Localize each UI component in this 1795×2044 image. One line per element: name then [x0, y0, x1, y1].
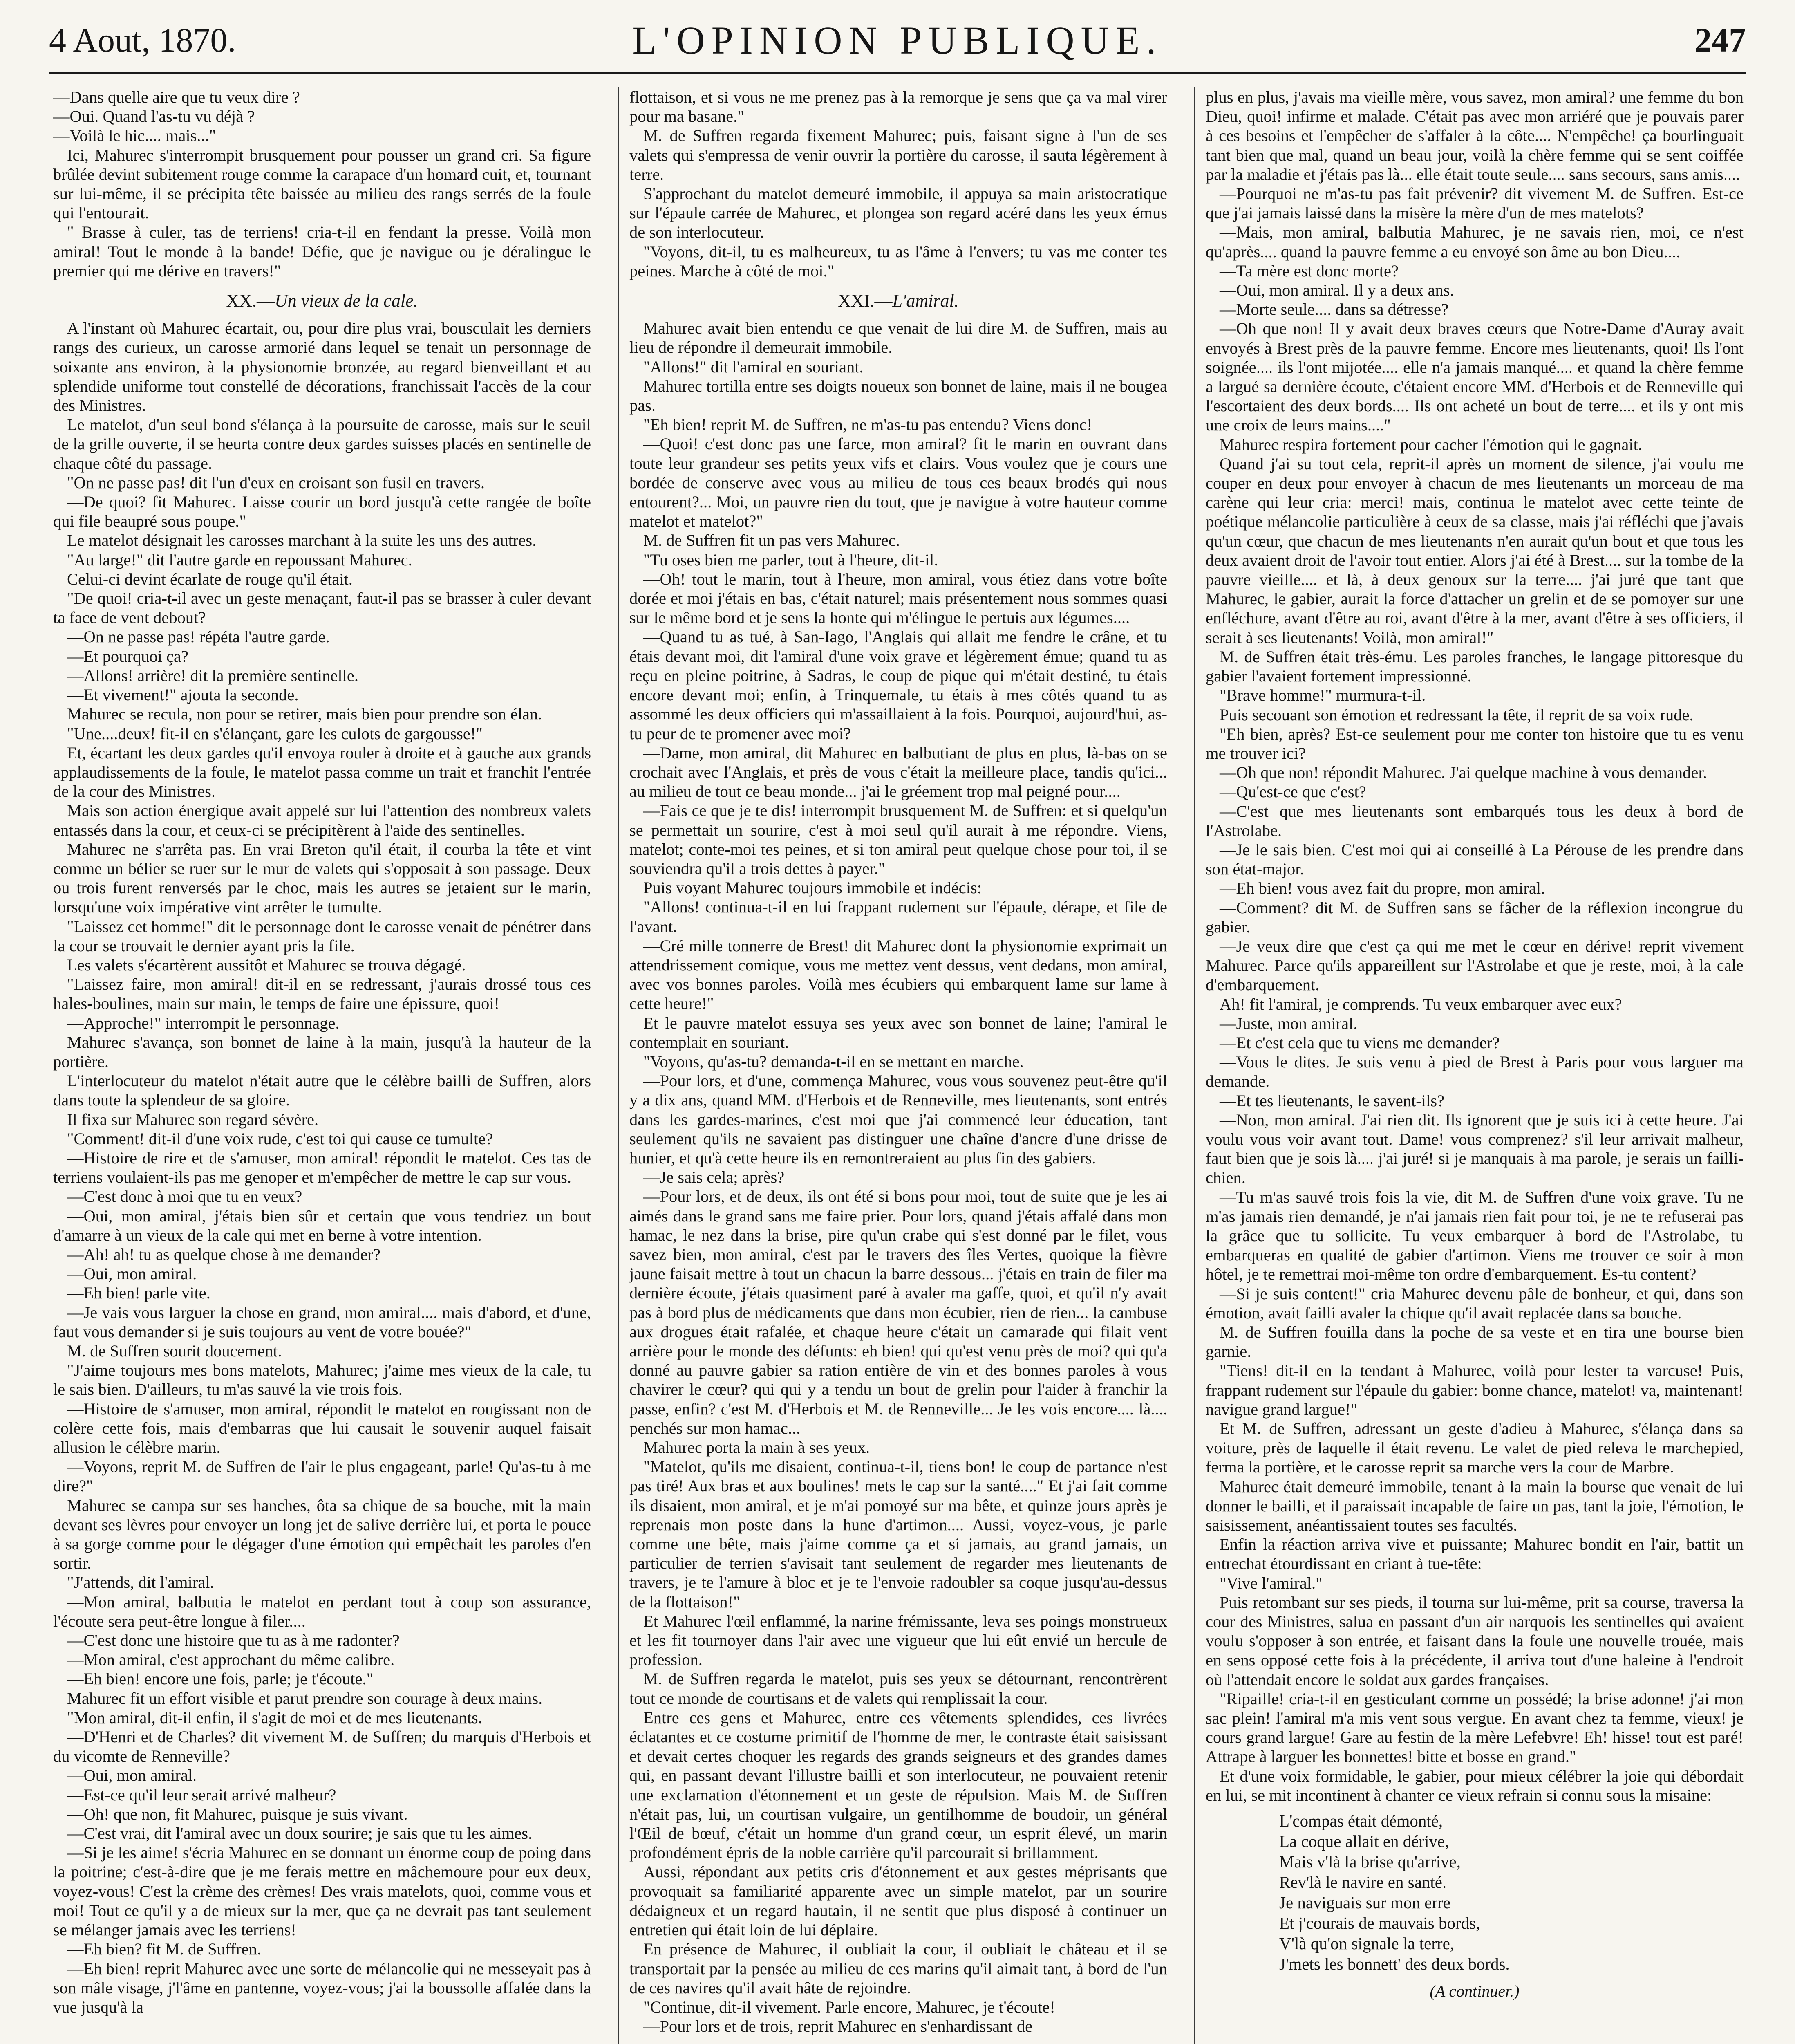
article-paragraph: —Oui, mon amiral, j'étais bien sûr et certain que vous tendriez un bout d'amarre à un vieux de la cale qui met en berne à votre intention.: [53, 1206, 591, 1244]
article-paragraph: Le matelot désignait les carosses marchant à la suite les uns des autres.: [67, 531, 537, 550]
article-paragraph: —Voyons, reprit M. de Suffren de l'air le plus engageant, parle! Qu'as-tu à me dire?": [53, 1457, 591, 1495]
article-paragraph: —Pour lors, et de deux, ils ont été si bons pour moi, tout de suite que je les ai aimés dans le grand sans me faire prier. Pour lors, quand j'étais affalé dans mon hamac, le nez dans la brise, pire qu'un crabe qui s'est donné par le filet, vous savez bien, mon amiral, c'est par le travers des îles Vertes, quoique la fièvre jaune faisait mettre à tout un chacun la barre dessous... j'étais en train de filer ma dernière écoute, j'étais quasiment paré à avaler ma gaffe, quoi, et qu'il n'y avait pas à bord plus de médicaments que dans mon écubier, rien de rien... la cambuse aux drogues était rafalée, et chaque heure c'était un camarade qui filait vent arrière pour le monde des défunts: eh bien! qui qu'est venu près de moi? qui qu'a donné au pauvre gabier sa ration entière de vin et des bonnes paroles à vous chavirer le cœur? qui qui y a tendu un bout de grelin pour l'aider à franchir la passe, enfin? c'est M. d'Herbois et M. de Renneville... Je les vois encore.... là.... penchés sur mon hamac...: [629, 1187, 1167, 1437]
article-paragraph: Mahurec respira fortement pour cacher l'émotion qui le gagnait.: [1220, 435, 1643, 454]
verse-line: V'là qu'on signale la terre,: [1279, 1934, 1455, 1953]
article-paragraph: —Allons! arrière! dit la première sentinelle.: [67, 666, 358, 685]
article-paragraph: Mahurec tortilla entre ses doigts noueux son bonnet de laine, mais il ne bougea pas.: [629, 377, 1167, 415]
article-paragraph: "Allons! continua-t-il en lui frappant rudement sur l'épaule, dérape, et file de l'avant.: [629, 898, 1167, 936]
article-paragraph: "Eh bien, après? Est-ce seulement pour me conter ton histoire que tu es venu me trouver ici?: [1206, 724, 1744, 762]
verse-line: Rev'là le navire en santé.: [1279, 1873, 1447, 1892]
article-paragraph: —Voilà le hic.... mais...": [53, 126, 216, 145]
article-paragraph: Mahurec fit un effort visible et parut prendre son courage à deux mains.: [67, 1689, 543, 1708]
issue-date: 4 Aout, 1870.: [49, 21, 236, 59]
article-paragraph: —Mon amiral, c'est approchant du même calibre.: [67, 1650, 395, 1669]
article-paragraph: —Eh bien! reprit Mahurec avec une sorte de mélancolie qui ne messeyait pas à son mâle visage, j'l'âme en pantenne, voyez-vous; j'ai la boussolle affalée dans la vue jusqu'à la: [53, 1959, 591, 2016]
article-paragraph: —Juste, mon amiral.: [1220, 1014, 1358, 1033]
article-paragraph: —On ne passe pas! répéta l'autre garde.: [67, 628, 330, 646]
article-paragraph: "Continue, dit-il vivement. Parle encore, Mahurec, je t'écoute!: [643, 1997, 1055, 2016]
article-paragraph: Mahurec porta la main à ses yeux.: [643, 1438, 870, 1457]
article-paragraph: "De quoi! cria-t-il avec un geste menaçant, faut-il pas se brasser à culer devant ta face de vent debout?: [53, 589, 591, 627]
article-paragraph: Il fixa sur Mahurec son regard sévère.: [67, 1110, 319, 1129]
article-paragraph: —Oh! que non, fit Mahurec, puisque je suis vivant.: [67, 1804, 408, 1823]
article-paragraph: —C'est donc à moi que tu en veux?: [67, 1187, 302, 1206]
chapter-heading: [629, 291, 1167, 310]
article-paragraph: —Mon amiral, balbutia le matelot en perdant tout à coup son assurance, l'écoute sera peut-être longue à filer....: [53, 1592, 591, 1630]
article-paragraph: "Une....deux! fit-il en s'élançant, gare les culots de gargousse!": [67, 724, 483, 743]
article-paragraph: Mais son action énergique avait appelé sur lui l'attention des nombreux valets entassés dans la cour, et ceux-ci se précipitèrent à l'aide des sentinelles.: [53, 801, 591, 839]
article-paragraph: —Eh bien? fit M. de Suffren.: [67, 1940, 262, 1959]
article-paragraph: —C'est vrai, dit l'amiral avec un doux sourire; je sais que tu les aimes.: [67, 1824, 533, 1843]
article-paragraph: —Qu'est-ce que c'est?: [1220, 782, 1366, 801]
article-paragraph: M. de Suffren fit un pas vers Mahurec.: [643, 531, 900, 550]
article-paragraph: —Oui, mon amiral.: [67, 1766, 197, 1785]
article-paragraph: —Quand tu as tué, à San-Iago, l'Anglais qui allait me fendre le crâne, et tu étais devant moi, dit l'amiral d'une voix grave et légèrement émue; quand tu as reçu en pleine poitrine, à Sadras, le coup de pique qui m'était destiné, tu étais encore devant moi; enfin, à Trinquemale, tu étais à mes côtés quand tu as assommé les deux officiers qui m'assaillaient à la fois. Pourquoi, aujourd'hui, as-tu peur de te promener avec moi?: [629, 628, 1167, 743]
text-column-3: [1206, 87, 1744, 2044]
article-paragraph: —Histoire de s'amuser, mon amiral, répondit le matelot en rougissant non de colère cette fois, mais d'embarras que lui causait le souvenir auquel faisait allusion le célèbre marin.: [53, 1399, 591, 1457]
page-header: [49, 18, 1746, 67]
article-paragraph: Quand j'ai su tout cela, reprit-il après un moment de silence, j'ai voulu me couper en deux pour envoyer à chacun de mes lieutenants un morceau de ma carène qui leur cria: merci! mais, continua le matelot avec cette teinte de poétique mélancolie particulière à ceux de sa classe, mais j'ai réfléchi que j'avais qu'un cœur, que chacun de mes lieutenants n'en aurait qu'un bout et que tous les deux avaient droit de l'avoir tout entier. Alors j'ai été à Brest.... sur la tombe de la pauvre vieille.... et là, à deux genoux sur la terre.... j'ai juré que tant que Mahurec, le gabier, aurait la force d'attacher un grelin et de se pomoyer sur une enfléchure, avant d'être au roi, avant d'être à la mer, avant d'être à ses officiers, il serait à ses lieutenants! Voilà, mon amiral!": [1206, 454, 1744, 647]
verse-line: Mais v'là la brise qu'arrive,: [1279, 1852, 1461, 1871]
article-paragraph: Et Mahurec l'œil enflammé, la narine frémissante, leva ses poings monstrueux et les fit tournoyer dans l'air avec une vigueur que lui eût envié un hercule de profession.: [629, 1611, 1167, 1669]
article-paragraph: —Est-ce qu'il leur serait arrivé malheur?: [67, 1785, 336, 1804]
article-paragraph: "Ripaille! cria-t-il en gesticulant comme un possédé; la brise adonne! j'ai mon sac plein! l'amiral m'a mis vent sous vergue. En avant chez ta femme, vieux! je cours grand largue! Gare au festin de la mère Lefebvre! Eh! hisse! tout est paré! Attrape à larguer les bonnettes! bitte et bosse en grand.": [1206, 1689, 1744, 1766]
article-paragraph: " Brasse à culer, tas de terriens! cria-t-il en fendant la presse. Voilà mon amiral! Tout le monde à la bande! Défie, que je navigue ou je déralingue le premier qui me dérive en travers!": [53, 223, 591, 280]
article-paragraph: "Voyons, qu'as-tu? demanda-t-il en se mettant en marche.: [643, 1052, 1024, 1071]
article-paragraph: M. de Suffren fouilla dans la poche de sa veste et en tira une bourse bien garnie.: [1206, 1323, 1744, 1361]
article-paragraph: M. de Suffren sourit doucement.: [67, 1342, 282, 1360]
article-paragraph: —Et vivement!" ajouta la seconde.: [67, 686, 299, 704]
article-paragraph: —Pourquoi ne m'as-tu pas fait prévenir? dit vivement M. de Suffren. Est-ce que j'ai jamais laissé dans la misère la mère d'un de mes matelots?: [1206, 184, 1744, 222]
article-paragraph: "J'attends, dit l'amiral.: [67, 1573, 214, 1592]
article-paragraph: —Comment? dit M. de Suffren sans se fâcher de la réflexion incongrue du gabier.: [1206, 898, 1744, 936]
article-paragraph: —Dans quelle aire que tu veux dire ?: [53, 88, 300, 106]
article-paragraph: —Histoire de rire et de s'amuser, mon amiral! répondit le matelot. Ces tas de terriens voulaient-ils pas me genoper et m'empêcher de mettre le cap sur vous.: [53, 1148, 591, 1187]
article-paragraph: Et d'une voix formidable, le gabier, pour mieux célébrer la joie qui débordait en lui, se mit incontinent à chanter ce vieux refrain si connu sous la misaine:: [1206, 1766, 1744, 1804]
article-paragraph: —Approche!" interrompit le personnage.: [67, 1013, 340, 1032]
article-paragraph: Puis secouant son émotion et redressant la tête, il reprit de sa voix rude.: [1220, 705, 1694, 724]
article-paragraph: M. de Suffren regarda le matelot, puis ses yeux se détournant, rencontrèrent tout ce monde de courtisans et de valets qui remplissait la cour.: [629, 1670, 1167, 1708]
article-paragraph: —Fais ce que je te dis! interrompit brusquement M. de Suffren: et si quelqu'un se permettait un sourire, c'est à moi seul qu'il aurait à me répondre. Viens, matelot; conte-moi tes peines, et si ton amiral peut quelque chose pour toi, il se souviendra qu'il a trois dettes à payer.": [629, 801, 1167, 878]
article-paragraph: —Si je suis content!" cria Mahurec devenu pâle de bonheur, et qui, dans son émotion, avait failli avaler la chique qu'il avait replacée dans sa bouche.: [1206, 1284, 1744, 1322]
article-paragraph: —Pour lors, et d'une, commença Mahurec, vous vous souvenez peut-être qu'il y a dix ans, quand MM. d'Herbois et de Renneville, mes lieutenants, sont entrés dans les gardes-marines, c'est moi que j'ai commencé leur éducation, tant seulement qu'ils ne savaient pas distinguer une chaîne d'ancre d'une drisse de hunier, et qu'à cette heure ils en remontreraient au plus fin des gabiers.: [629, 1071, 1167, 1167]
article-paragraph: "Au large!" dit l'autre garde en repoussant Mahurec.: [67, 550, 412, 569]
article-paragraph: "Allons!" dit l'amiral en souriant.: [643, 357, 864, 376]
article-paragraph: Aussi, répondant aux petits cris d'étonnement et aux gestes méprisants que provoquait sa familiarité apparente avec un simple matelot, par un sourire dédaigneux et un regard hautain, il ne sentit que plus disposé à continuer un entretien qui était loin de lui déplaire.: [629, 1862, 1167, 1939]
article-paragraph: —Pour lors et de trois, reprit Mahurec en s'enhardissant de: [643, 2017, 1033, 2036]
text-column-2: [629, 87, 1167, 2044]
article-paragraph: S'approchant du matelot demeuré immobile, il appuya sa main aristocratique sur l'épaule carrée de Mahurec, et plongea son regard acéré dans les yeux émus de son interlocuteur.: [629, 184, 1167, 242]
verse-line: Et j'courais de mauvais bords,: [1279, 1914, 1480, 1933]
chapter-title: L'amiral.: [892, 291, 959, 311]
header-rule: [49, 72, 1746, 74]
article-paragraph: —Eh bien! parle vite.: [67, 1284, 210, 1302]
article-paragraph: "Brave homme!" murmura-t-il.: [1220, 686, 1426, 705]
article-paragraph: Puis retombant sur ses pieds, il tourna sur lui-même, prit sa course, traversa la cour des Ministres, salua en passant d'un air narquois les sentinelles qui avaient voulu s'opposer à son entrée, et faisant dans la foule une nouvelle trouée, mais en sens opposé cette fois à la précédente, il arriva tout d'une haleine à l'endroit où l'attendait encore le soldat aux gardes françaises.: [1206, 1593, 1744, 1689]
article-paragraph: Entre ces gens et Mahurec, entre ces vêtements splendides, ces livrées éclatantes et ce costume primitif de l'homme de mer, le contraste était saisissant et devait certes choquer les regards des grands seigneurs et des grandes dames qui, en passant devant l'illustre bailli et son interlocuteur, ne pouvaient retenir une exclamation d'étonnement et un geste de répulsion. Mais M. de Suffren n'était pas, lui, un courtisan vulgaire, un gentilhomme de boudoir, un général l'Œil de bœuf, c'était un homme d'un grand cœur, un esprit élevé, un marin profondément épris de la noble carrière qu'il parcourait si brillamment.: [629, 1708, 1167, 1862]
article-paragraph: —De quoi? fit Mahurec. Laisse courir un bord jusqu'à cette rangée de boîte qui file beaupré sous poupe.": [53, 493, 591, 531]
article-paragraph: L'interlocuteur du matelot n'était autre que le célèbre bailli de Suffren, alors dans toute la splendeur de sa gloire.: [53, 1071, 591, 1109]
article-paragraph: —Eh bien! vous avez fait du propre, mon amiral.: [1220, 879, 1545, 898]
song-verse: [1279, 1811, 1744, 1974]
article-paragraph: Enfin la réaction arriva vive et puissante; Mahurec bondit en l'air, battit un entrechat étourdissant en criant à tue-tête:: [1206, 1535, 1744, 1573]
article-paragraph: —C'est donc une histoire que tu as à me radonter?: [67, 1631, 400, 1650]
article-paragraph: Le matelot, d'un seul bond s'élança à la poursuite de carosse, mais sur le seuil de la grille ouverte, il se heurta contre deux gardes suisses placés en sentinelle de chaque côté du passage.: [53, 415, 591, 473]
chapter-title: Un vieux de la cale.: [274, 291, 418, 311]
article-paragraph: —Vous le dites. Je suis venu à pied de Brest à Paris pour vous larguer ma demande.: [1206, 1053, 1744, 1091]
article-paragraph: Mahurec avait bien entendu ce que venait de lui dire M. de Suffren, mais au lieu de répondre il demeurait immobile.: [629, 319, 1167, 357]
article-paragraph: —Tu m'as sauvé trois fois la vie, dit M. de Suffren d'une voix grave. Tu ne m'as jamais rien demandé, je n'ai jamais rien fait pour toi, je ne te refuserai pas la grâce que tu sollicite. Tu veux embarquer à bord de l'Astrolabe, tu embarqueras en qualité de gabier d'artimon. Viens me trouver ce soir à mon hôtel, je te remettrai moi-même ton ordre d'embarquement. Es-tu content?: [1206, 1188, 1744, 1284]
chapter-number: XX.—: [226, 291, 275, 311]
verse-line: L'compas était démonté,: [1279, 1811, 1443, 1831]
verse-line: J'mets les bonnett' des deux bords.: [1279, 1954, 1510, 1974]
article-paragraph: Puis voyant Mahurec toujours immobile et indécis:: [643, 879, 982, 897]
article-paragraph: "On ne passe pas! dit l'un d'eux en croisant son fusil en travers.: [67, 473, 485, 492]
article-paragraph: Ici, Mahurec s'interrompit brusquement pour pousser un grand cri. Sa figure brûlée devint subitement rouge comme la carapace d'un homard cuit, et, tournant sur lui-même, il se précipita tête baissée au milieu des rangs serrés de la foule qui l'entourait.: [53, 146, 591, 222]
article-paragraph: "Vive l'amiral.": [1220, 1573, 1323, 1592]
article-paragraph: "Eh bien! reprit M. de Suffren, ne m'as-tu pas entendu? Viens donc!: [643, 415, 1092, 434]
text-column-1: [53, 87, 591, 2044]
article-paragraph: "J'aime toujours mes bons matelots, Mahurec; j'aime mes vieux de la cale, tu le sais bien. D'ailleurs, tu m'as sauvé la vie trois fois.: [53, 1361, 591, 1399]
article-paragraph: Mahurec s'avança, son bonnet de laine à la main, jusqu'à la hauteur de la portière.: [53, 1033, 591, 1071]
column-separator: [618, 87, 619, 2044]
article-paragraph: M. de Suffren regarda fixement Mahurec; puis, faisant signe à l'un de ses valets qui s'empressa de venir ouvrir la portière du carosse, il sauta légèrement à terre.: [629, 126, 1167, 184]
article-paragraph: —Eh bien! encore une fois, parle; je t'écoute.": [67, 1670, 374, 1688]
chapter-number: XXI.—: [838, 291, 893, 311]
article-paragraph: —Oui. Quand l'as-tu vu déjà ?: [53, 107, 255, 126]
article-paragraph: Mahurec se recula, non pour se retirer, mais bien pour prendre son élan.: [67, 705, 542, 724]
verse-line: La coque allait en dérive,: [1279, 1832, 1449, 1851]
article-paragraph: —Oui, mon amiral.: [67, 1264, 197, 1283]
article-paragraph: —Dame, mon amiral, dit Mahurec en balbutiant de plus en plus, là-bas on se crochait avec l'Anglais, et près de vous c'était la meilleure place, tandis qu'ici... au milieu de tout ce beau monde... j'ai le gréement trop mal peigné pour....: [629, 743, 1167, 801]
article-paragraph: En présence de Mahurec, il oubliait la cour, il oubliait le château et il se transportait par la pensée au milieu de ces marins qu'il aimait tant, à bord de l'un de ces navires qu'il avait hâte de rejoindre.: [629, 1940, 1167, 1997]
page-number: 247: [1694, 21, 1746, 59]
article-paragraph: —Je sais cela; après?: [643, 1168, 785, 1187]
article-paragraph: —Je vais vous larguer la chose en grand, mon amiral.... mais d'abord, et d'une, faut vous demander si je suis toujours au vent de votre bouée?": [53, 1303, 591, 1341]
article-paragraph: flottaison, et si vous ne me prenez pas à la remorque je sens que ça va mal virer pour ma basane.": [629, 88, 1167, 126]
article-paragraph: Mahurec ne s'arrêta pas. En vrai Breton qu'il était, il courba la tête et vint comme un bélier se ruer sur le mur de valets qui s'opposait à son passage. Deux ou trois furent renversés par le choc, mais les autres se jetaient sur le marin, lorsqu'une voix impérative vint arrêter le tumulte.: [53, 840, 591, 917]
article-paragraph: —Je veux dire que c'est ça qui me met le cœur en dérive! reprit vivement Mahurec. Parce qu'ils appareillent sur l'Astrolabe et que je reste, moi, à la cale d'embarquement.: [1206, 937, 1744, 994]
newspaper-title: L'OPINION PUBLIQUE.: [632, 18, 1163, 62]
article-paragraph: —Si je les aime! s'écria Mahurec en se donnant un énorme coup de poing dans la poitrine; c'est-à-dire que je me ferais mettre en mâchemoure pour eux deux, voyez-vous! C'est la crème des crèmes! Des vrais matelots, quoi, comme vous et moi! Tout ce qu'il y a de mieux sur la mer, que ça ne devrait pas tant seulement se mélanger jamais avec les terriens!: [53, 1843, 591, 1939]
article-paragraph: Et, écartant les deux gardes qu'il envoya rouler à droite et à gauche aux grands applaudissements de la foule, le matelot passa comme un trait et franchit l'entrée de la cour des Ministres.: [53, 743, 591, 801]
article-paragraph: —Mais, mon amiral, balbutia Mahurec, je ne savais rien, moi, ce n'est qu'après.... quand la pauvre femme a eu envoyé son âme au bon Dieu....: [1206, 223, 1744, 261]
article-paragraph: plus en plus, j'avais ma vieille mère, vous savez, mon amiral? une femme du bon Dieu, quoi! infirme et malade. C'était pas avec mon arriéré que je pouvais parer à ces besoins et l'empêcher de s'affaler à la côte.... N'empêche! ça bourlinguait tant bien que mal, quand un beau jour, voilà la chère femme qui se sent coiffée par la maladie et j'étais pas là... elle était toute seule.... sans secours, sans amis....: [1206, 88, 1744, 184]
article-paragraph: Et le pauvre matelot essuya ses yeux avec son bonnet de laine; l'amiral le contemplait en souriant.: [629, 1013, 1167, 1051]
article-paragraph: —Quoi! c'est donc pas une farce, mon amiral? fit le marin en ouvrant dans toute leur grandeur ses petits yeux vifs et clairs. Vous voulez que je cours une bordée de conserve avec vous au milieu de tous ces beaux brodés qui nous entourent?... Moi, un pauvre rien du tout, que je navigue à votre hauteur comme matelot et matelot?": [629, 435, 1167, 531]
article-paragraph: —Oh! tout le marin, tout à l'heure, mon amiral, vous étiez dans votre boîte dorée et moi j'étais en bas, c'était naturel; mais présentement nous sommes quasi sur le même bord et je sens la honte qui m'élingue le pertuis aux légumes....: [629, 569, 1167, 627]
column-separator: [1194, 87, 1195, 2044]
chapter-heading: [53, 291, 591, 310]
continued-note: (A continuer.): [1430, 1982, 1520, 2001]
article-paragraph: A l'instant où Mahurec écartait, ou, pour dire plus vrai, bousculait les derniers rangs des curieux, un carosse armorié dans lequel se tenait un personnage de soixante ans environ, à la physionomie bronzée, au regard bienveillant et au splendide uniforme tout constellé de décorations, franchissait l'accès de la cour des Ministres.: [53, 319, 591, 415]
article-paragraph: —Ta mère est donc morte?: [1220, 261, 1399, 280]
article-paragraph: "Tu oses bien me parler, tout à l'heure, dit-il.: [643, 550, 938, 569]
article-paragraph: —Morte seule.... dans sa détresse?: [1220, 300, 1449, 319]
article-paragraph: Mahurec était demeuré immobile, tenant à la main la bourse que venait de lui donner le bailli, et il paraissait incapable de faire un pas, tant la joie, l'émotion, le saisissement, anéantissaient toutes ses facultés.: [1206, 1477, 1744, 1535]
article-paragraph: "Voyons, dit-il, tu es malheureux, tu as l'âme à l'envers; tu vas me conter tes peines. Marche à côté de moi.": [629, 242, 1167, 280]
article-paragraph: "Matelot, qu'ils me disaient, continua-t-il, tiens bon! le coup de partance n'est pas tiré! Aux bras et aux boulines! mets le cap sur la santé...." Et j'ai fait comme ils disaient, mon amiral, et je m'ai pomoyé sur ma bête, et quinze jours après je reprenais mon poste dans la hune d'artimon.... Aussi, voyez-vous, je parle comme une bête, mais j'aime comme ça et si jamais, au grand jamais, un particulier de terrien s'avisait tant seulement de regarder mes lieutenants de travers, je te l'amure à bloc et je te l'envoie radoubler sa coque jusqu'au-dessus de la flottaison!": [629, 1457, 1167, 1611]
article-paragraph: —Ah! ah! tu as quelque chose à me demander?: [67, 1245, 380, 1264]
article-paragraph: —Et c'est cela que tu viens me demander?: [1220, 1033, 1500, 1052]
article-paragraph: M. de Suffren était très-ému. Les paroles franches, le langage pittoresque du gabier l'avaient fortement impressionné.: [1206, 647, 1744, 686]
article-paragraph: Celui-ci devint écarlate de rouge qu'il était.: [67, 569, 353, 588]
article-paragraph: —Cré mille tonnerre de Brest! dit Mahurec dont la physionomie exprimait un attendrissement comique, vous me mettez vent dessus, vent dedans, mon amiral, avec vos bonnes paroles. Voilà mes écubiers qui embarquent lame sur lame à cette heure!": [629, 936, 1167, 1013]
article-paragraph: "Laissez cet homme!" dit le personnage dont le carosse venait de pénétrer dans la cour se trouvait le dernier ayant pris la file.: [53, 917, 591, 955]
article-paragraph: Mahurec se campa sur ses hanches, ôta sa chique de sa bouche, mit la main devant ses lèvres pour envoyer un long jet de salive derrière lui, et porta le pouce à sa gorge comme pour le dégager d'une émotion qui empêchait les paroles d'en sortir.: [53, 1496, 591, 1573]
article-paragraph: —Oh que non! Il y avait deux braves cœurs que Notre-Dame d'Auray avait envoyés à Brest près de la pauvre femme. Encore mes lieutenants, quoi! Ils l'ont soignée.... ils l'ont mijotée.... elle n'a jamais manqué.... et quand la chère femme a largué sa dernière écoute, c'étaient encore MM. d'Herbois et de Renneville qui l'escortaient des deux bords.... Ils ont acheté un bout de terre.... et ils y ont mis une croix de leurs mains....": [1206, 319, 1744, 435]
article-paragraph: —D'Henri et de Charles? dit vivement M. de Suffren; du marquis d'Herbois et du vicomte de Renneville?: [53, 1728, 591, 1766]
article-paragraph: "Tiens! dit-il en la tendant à Mahurec, voilà pour lester ta varcuse! Puis, frappant rudement sur l'épaule du gabier: bonne chance, matelot! va, maintenant! navigue grand largue!": [1206, 1361, 1744, 1419]
article-paragraph: —Et tes lieutenants, le savent-ils?: [1220, 1091, 1444, 1110]
article-paragraph: —Oui, mon amiral. Il y a deux ans.: [1220, 281, 1454, 300]
article-paragraph: —Et pourquoi ça?: [67, 647, 188, 666]
article-paragraph: Et M. de Suffren, adressant un geste d'adieu à Mahurec, s'élança dans sa voiture, près de laquelle il était revenu. Le valet de pied releva le marchepied, ferma la portière, et le carosse reprit sa marche vers la cour de Marbre.: [1206, 1419, 1744, 1477]
article-paragraph: Les valets s'écartèrent aussitôt et Mahurec se trouva dégagé.: [67, 955, 466, 974]
article-paragraph: —Non, mon amiral. J'ai rien dit. Ils ignorent que je suis ici à cette heure. J'ai voulu vous voir avant tout. Dame! vous comprenez? s'il leur arrivait malheur, faut bien que je sois là.... j'ai juré! si je manquais à ma parole, je serais un failli-chien.: [1206, 1110, 1744, 1187]
verse-line: Je naviguais sur mon erre: [1279, 1893, 1450, 1912]
article-paragraph: "Mon amiral, dit-il enfin, il s'agit de moi et de mes lieutenants.: [67, 1708, 482, 1727]
article-paragraph: —Oh que non! répondit Mahurec. J'ai quelque machine à vous demander.: [1220, 763, 1707, 782]
article-paragraph: "Comment! dit-il d'une voix rude, c'est toi qui cause ce tumulte?: [67, 1129, 493, 1148]
article-paragraph: "Laissez faire, mon amiral! dit-il en se redressant, j'aurais drossé tous ces hales-boulines, main sur main, le temps de faire une épissure, quoi!: [53, 975, 591, 1013]
article-paragraph: —Je le sais bien. C'est moi qui ai conseillé à La Pérouse de les prendre dans son état-major.: [1206, 840, 1744, 879]
article-paragraph: Ah! fit l'amiral, je comprends. Tu veux embarquer avec eux?: [1220, 995, 1622, 1013]
article-paragraph: —C'est que mes lieutenants sont embarqués tous les deux à bord de l'Astrolabe.: [1206, 802, 1744, 840]
